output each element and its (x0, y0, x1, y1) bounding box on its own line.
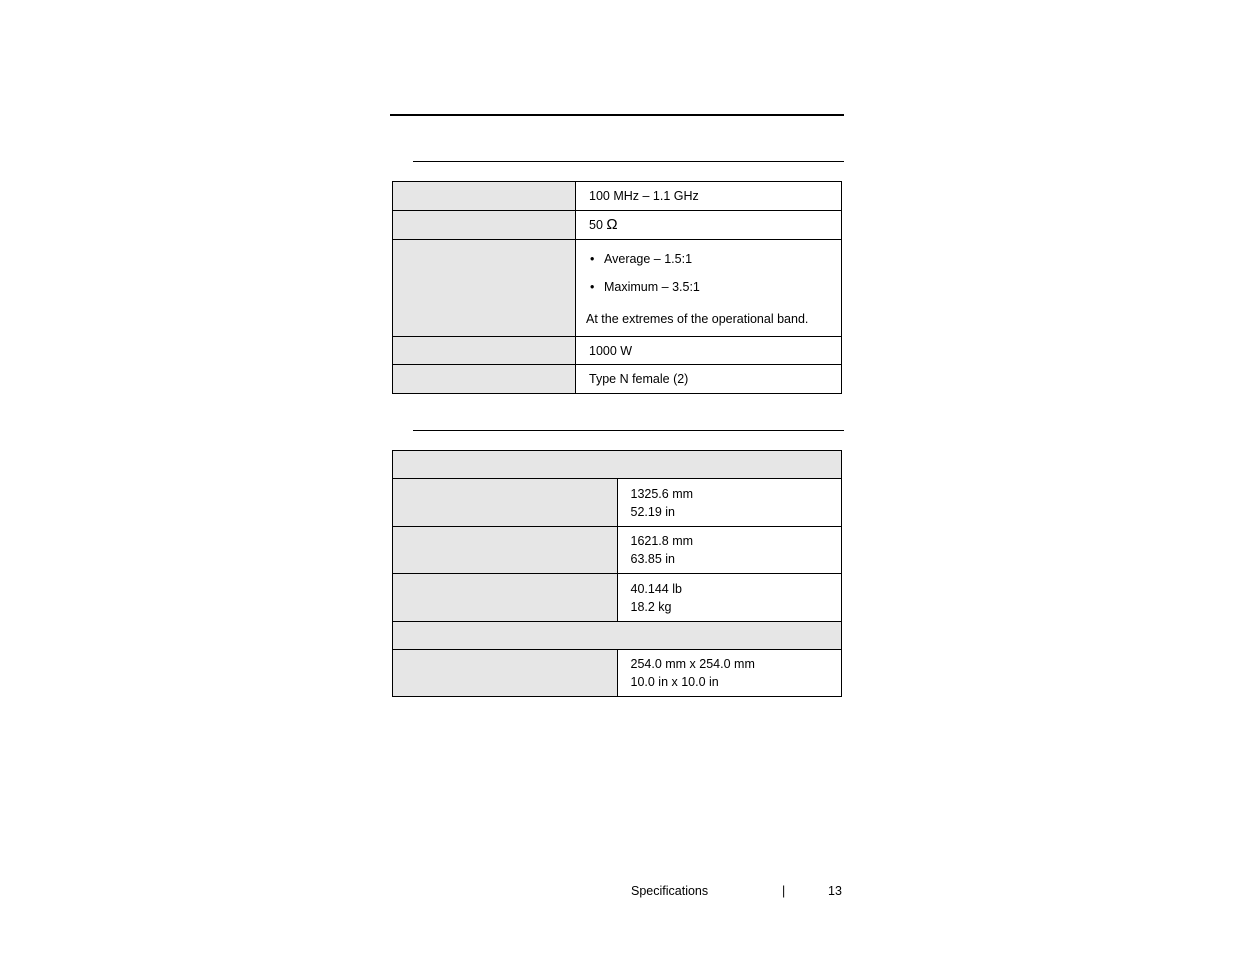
mounting-dimension-value (617, 650, 842, 697)
footer-section-title: Specifications (631, 884, 709, 898)
value-line-metric: 18.2 kg (630, 599, 672, 614)
value-line-imperial: 63.85 in (630, 552, 675, 566)
mechanical-specs-table (392, 450, 842, 697)
top-rule (390, 114, 844, 116)
list-item: • Average – 1.5:1 (576, 250, 841, 278)
table-row (393, 240, 842, 337)
list-item: • Maximum – 3.5:1 (576, 278, 841, 306)
table-row (393, 479, 842, 527)
table-group-header (393, 451, 842, 479)
impedance-value (576, 211, 842, 240)
value-line-imperial: 40.144 lb (630, 581, 682, 596)
row-label (393, 240, 576, 337)
section-1-rule (413, 161, 844, 162)
row-label (393, 182, 576, 211)
table-row (393, 182, 842, 211)
connector-value: Type N female (2) (576, 365, 842, 394)
dimension-value (617, 479, 842, 527)
table-row (393, 365, 842, 394)
section-2-rule (413, 430, 844, 431)
table-row (393, 650, 842, 697)
table-group-header (393, 622, 842, 650)
row-label (393, 574, 618, 622)
table-row (393, 211, 842, 240)
table-row (393, 527, 842, 574)
value-line-imperial: 10.0 in x 10.0 in (630, 675, 719, 689)
frequency-range-value: 100 MHz – 1.1 GHz (576, 182, 842, 211)
table-row (393, 622, 842, 650)
dimension-value (617, 527, 842, 574)
row-label (393, 650, 618, 697)
page-number: 13 (828, 884, 842, 898)
vswr-value (576, 240, 842, 337)
row-label (393, 211, 576, 240)
weight-value (617, 574, 842, 622)
value-line-metric: 254.0 mm x 254.0 mm (630, 657, 755, 671)
value-line-metric: 1325.6 mm (630, 486, 694, 501)
table-row (393, 337, 842, 365)
footer-separator: | (782, 884, 786, 898)
row-label (393, 337, 576, 365)
vswr-note: At the extremes of the operational band. (586, 312, 809, 326)
ohm-symbol: Ω (606, 216, 618, 233)
value-line-imperial: 52.19 in (630, 504, 675, 519)
vswr-bullet-list (576, 250, 841, 306)
table-row (393, 451, 842, 479)
row-label (393, 527, 618, 574)
impedance-number: 50 (589, 218, 603, 232)
value-line-metric: 1621.8 mm (630, 534, 694, 548)
row-label (393, 365, 576, 394)
row-label (393, 479, 618, 527)
electrical-specs-table (392, 181, 842, 394)
power-value: 1000 W (576, 337, 842, 365)
table-row (393, 574, 842, 622)
